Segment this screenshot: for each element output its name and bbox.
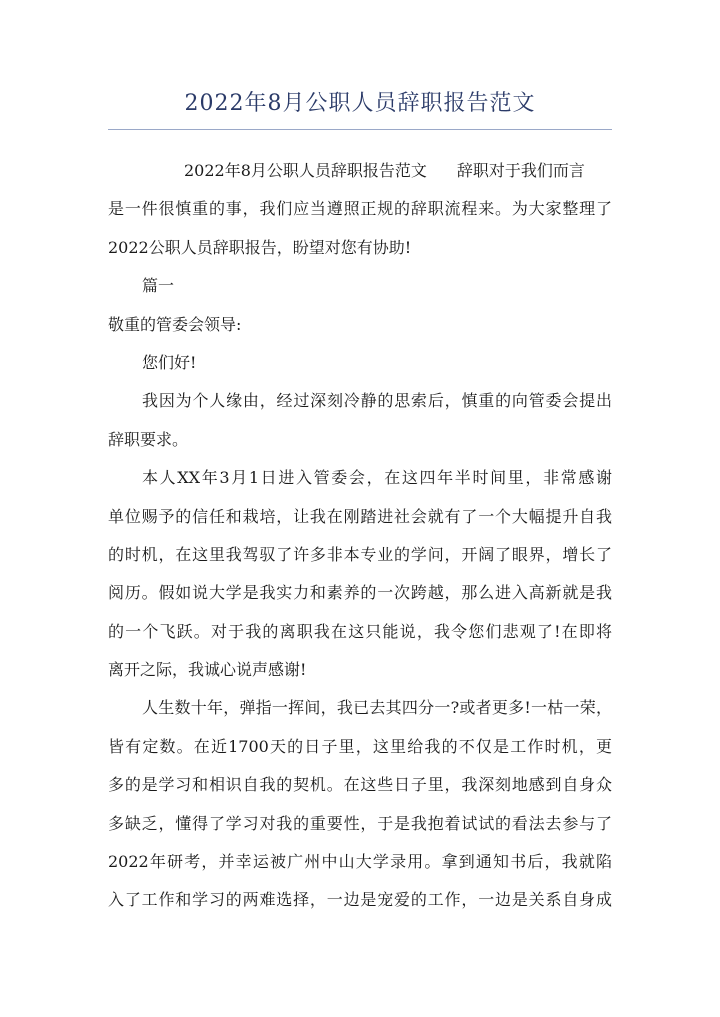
title-divider	[108, 129, 612, 130]
paragraph-line: 的一个飞跃。对于我的离职我在这只能说，我令您们悲观了!在即将	[108, 621, 612, 641]
paragraph-line: 离开之际，我诚心说声感谢!	[108, 660, 307, 680]
intro-heading: 2022年8月公职人员辞职报告范文	[184, 161, 427, 180]
paragraph-line: 阅历。假如说大学是我实力和素养的一次跨越，那么进入高新就是我	[108, 583, 612, 603]
salutation: 敬重的管委会领导:	[108, 314, 242, 334]
paragraph-line: 入了工作和学习的两难选择，一边是宠爱的工作，一边是关系自身成	[108, 890, 612, 910]
paragraph-line: 2022公职人员辞职报告，盼望对您有协助!	[108, 237, 412, 257]
paragraph-line: 本人XX年3月1日进入管委会，在这四年半时间里，非常感谢	[142, 468, 612, 488]
paragraph-line: 的时机，在这里我驾驭了许多非本专业的学问，开阔了眼界，增长了	[108, 544, 612, 564]
greeting: 您们好!	[142, 352, 197, 372]
paragraph-line: 人生数十年，弹指一挥间，我已去其四分一?或者更多!一枯一荣，	[142, 698, 612, 718]
paragraph-line: 2022年研考，并幸运被广州中山大学录用。拿到通知书后，我就陷	[108, 852, 612, 872]
paragraph-line: 皆有定数。在近1700天的日子里，这里给我的不仅是工作时机，更	[108, 736, 612, 756]
paragraph-line: 多缺乏，懂得了学习对我的重要性，于是我抱着试试的看法去参与了	[108, 813, 612, 833]
paragraph-line: 我因为个人缘由，经过深刻冷静的思索后，慎重的向管委会提出	[142, 391, 612, 411]
intro-lead: 辞职对于我们而言	[456, 161, 585, 180]
paragraph-line: 单位赐予的信任和栽培，让我在刚踏进社会就有了一个大幅提升自我	[108, 506, 612, 526]
section-heading: 篇一	[142, 276, 175, 296]
paragraph-line: 辞职要求。	[108, 429, 189, 449]
paragraph-line: 是一件很慎重的事，我们应当遵照正规的辞职流程来。为大家整理了	[108, 199, 612, 219]
document-title: 2022年8月公职人员辞职报告范文	[184, 91, 536, 116]
intro-line	[108, 152, 612, 190]
document-body	[108, 152, 612, 920]
paragraph-line: 多的是学习和相识自我的契机。在这些日子里，我深刻地感到自身众	[108, 775, 612, 795]
